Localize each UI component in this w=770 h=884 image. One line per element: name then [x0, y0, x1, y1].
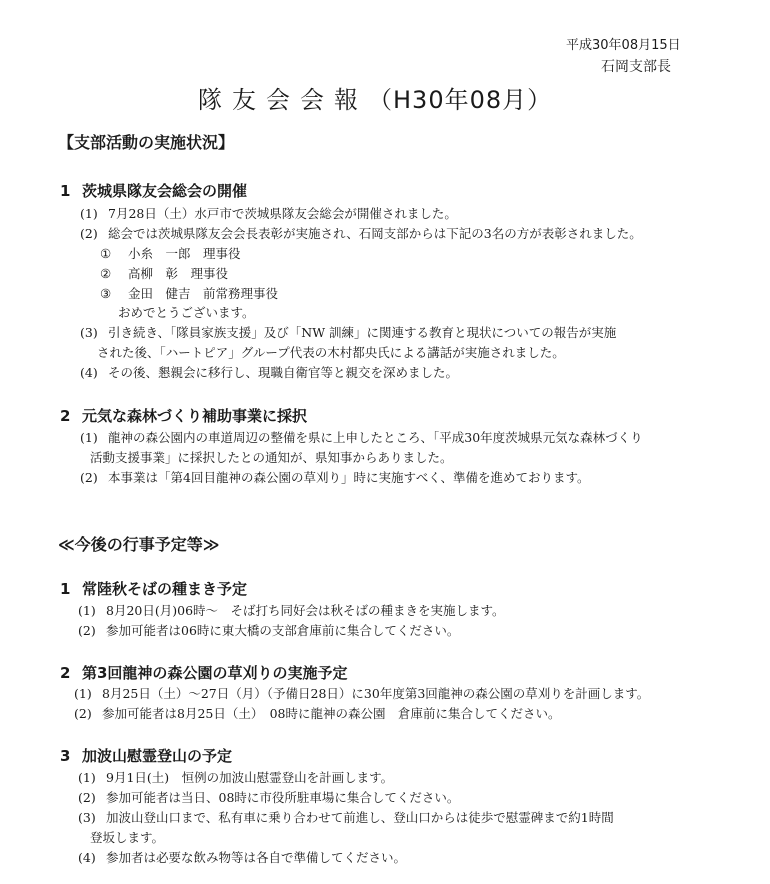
- activity-1-title: 茨城県隊友会総会の開催: [82, 182, 248, 200]
- activity-2-para-1: (1) 龍神の森公園内の車道周辺の整備を県に上申したところ、「平成30年度茨城県元気な森林づくり: [80, 430, 643, 445]
- event-3-number: 3: [60, 747, 71, 765]
- event-1-para-1: (1) 8月20日(月)06時～ そば打ち同好会は秋そばの種まきを実施します。: [78, 603, 505, 618]
- awardee-1: ① 小糸 一郎 理事役: [100, 246, 241, 261]
- event-2-title: 第3回龍神の森公園の草刈りの実施予定: [82, 664, 348, 682]
- activity-1-para-2: (2) 総会では茨城県隊友会会長表彰が実施され、石岡支部からは下記の3名の方が表彰されました。: [80, 226, 642, 241]
- document-author: 石岡支部長: [601, 59, 671, 75]
- activity-1-number: 1: [60, 182, 71, 200]
- document-title: [198, 80, 552, 115]
- activity-1-para-4: (4) その後、懇親会に移行し、現職自衛官等と親交を深めました。: [80, 365, 459, 380]
- event-3-para-3: (3) 加波山登山口まで、私有車に乗り合わせて前進し、登山口からは徒歩で慰霊碑まで約1時間: [78, 810, 614, 825]
- document-date: 平成30年08月15日: [566, 38, 681, 53]
- event-3-para-4: (4) 参加者は必要な飲み物等は各自で準備してください。: [78, 850, 407, 865]
- activity-2-heading: [60, 405, 307, 426]
- awardee-2: ② 高柳 彰 理事役: [100, 266, 229, 281]
- congratulations-text: おめでとうございます。: [118, 305, 255, 320]
- activity-1-para-3-cont: された後、「ハートピア」グループ代表の木村都央氏による講話が実施されました。: [97, 345, 565, 360]
- activity-2-title: 元気な森林づくり補助事業に採択: [82, 407, 308, 425]
- activity-2-para-1-cont: 活動支援事業」に採択したとの通知が、県知事からありました。: [90, 450, 453, 465]
- event-3-heading: [60, 745, 232, 766]
- event-3-title: 加波山慰霊登山の予定: [82, 747, 233, 765]
- event-2-number: 2: [60, 664, 71, 682]
- event-1-title: 常陸秋そばの種まき予定: [82, 580, 248, 598]
- event-2-heading: [60, 662, 347, 683]
- title-main: 隊友会会報: [198, 86, 368, 114]
- activity-1-para-1: (1) 7月28日（土）水戸市で茨城県隊友会総会が開催されました。: [80, 206, 457, 221]
- activity-1-para-3: (3) 引き続き、「隊員家族支援」及び「NW 訓練」に関連する教育と現状についての報告が実施: [80, 325, 617, 340]
- event-1-number: 1: [60, 580, 71, 598]
- awardee-3: ③ 金田 健吉 前常務理事役: [100, 286, 279, 301]
- event-3-para-1: (1) 9月1日(土) 恒例の加波山慰霊登山を計画します。: [78, 770, 394, 785]
- event-2-para-2: (2) 参加可能者は8月25日（土） 08時に龍神の森公園 倉庫前に集合してください。: [74, 706, 561, 721]
- title-suffix: （H30年08月）: [368, 86, 553, 114]
- section-activities-title: 【支部活動の実施状況】: [58, 133, 235, 152]
- event-1-para-2: (2) 参加可能者は06時に東大橋の支部倉庫前に集合してください。: [78, 623, 460, 638]
- activity-2-para-2: (2) 本事業は「第4回目龍神の森公園の草刈り」時に実施すべく、準備を進めております。: [80, 470, 590, 485]
- event-3-para-2: (2) 参加可能者は当日、08時に市役所駐車場に集合してください。: [78, 790, 460, 805]
- event-2-para-1: (1) 8月25日（土）～27日（月）（予備日28日）に30年度第3回龍神の森公園の草刈りを計画します。: [74, 686, 650, 701]
- section-schedule-title: ≪今後の行事予定等≫: [58, 535, 220, 554]
- event-3-para-3-cont: 登坂します。: [90, 830, 165, 845]
- activity-1-heading: [60, 180, 247, 201]
- event-1-heading: [60, 578, 247, 599]
- activity-2-number: 2: [60, 407, 71, 425]
